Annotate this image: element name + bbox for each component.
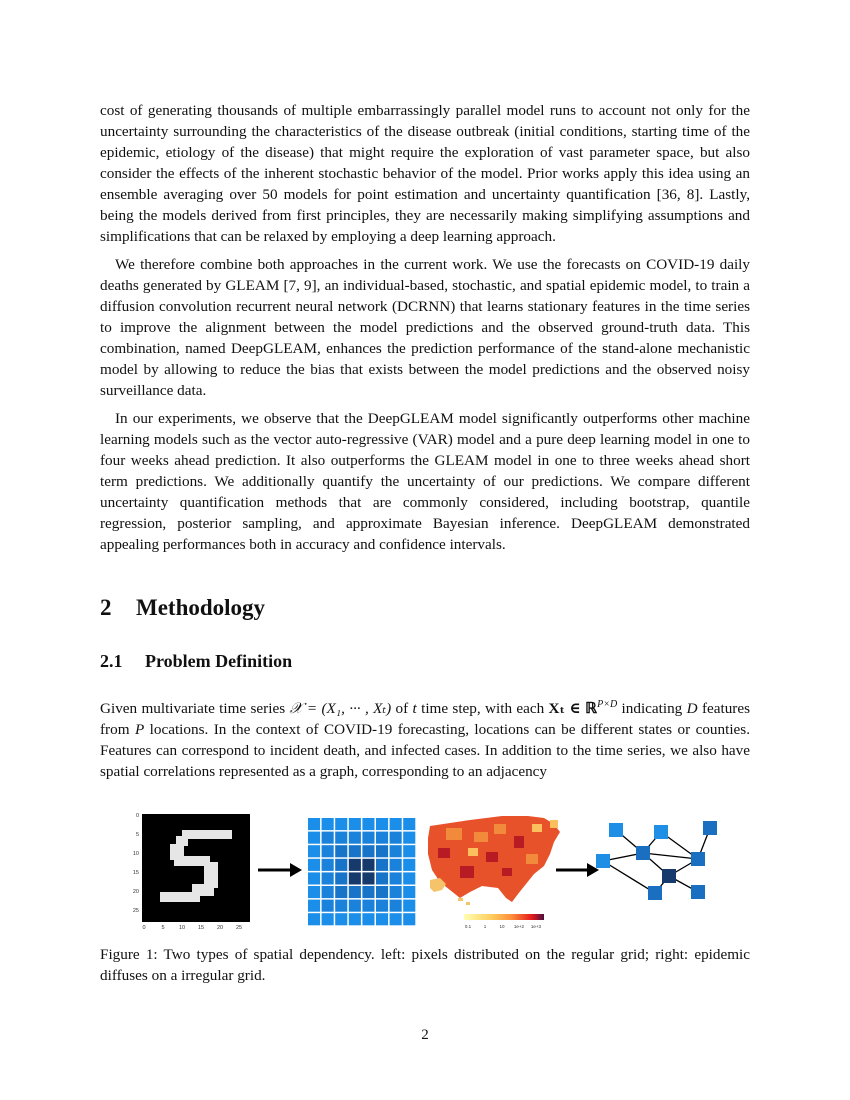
grid-cell (403, 886, 415, 898)
grid-cell (308, 872, 320, 884)
grid-cell (362, 900, 374, 912)
body-text (100, 100, 750, 562)
text-run: indicating (617, 700, 687, 718)
regular-grid (308, 818, 415, 925)
colorbar (464, 914, 544, 920)
section-heading (100, 595, 265, 621)
us-map (428, 816, 560, 929)
grid-cell (308, 900, 320, 912)
grid-cell (322, 900, 334, 912)
arrow-right-icon (556, 863, 599, 877)
grid-cell (349, 900, 361, 912)
grid-cell (322, 859, 334, 871)
mnist-y-tick: 15 (132, 870, 139, 876)
arrow-right-icon (258, 863, 302, 877)
math-superscript: P×D (597, 699, 618, 710)
figure-caption: Figure 1: Two types of spatial dependency. left: pixels distributed on the regular grid; right: epidemic diffuses on a irregular grid. (100, 946, 750, 984)
grid-cell (322, 872, 334, 884)
grid-cell (308, 818, 320, 830)
grid-cell (362, 859, 374, 871)
grid-cell (335, 913, 347, 925)
problem-definition-paragraph (100, 694, 750, 782)
text-run: of (391, 700, 413, 718)
mnist-x-tick: 15 (197, 925, 205, 931)
grid-cell (335, 818, 347, 830)
mnist-x-tick: 10 (178, 925, 186, 931)
grid-cell (376, 886, 388, 898)
grid-cell (403, 913, 415, 925)
grid-cell (322, 845, 334, 857)
mnist-y-tick: 20 (132, 889, 139, 895)
grid-cell (376, 832, 388, 844)
subsection-number: 2.1 (100, 651, 123, 671)
mnist-y-tick: 0 (135, 813, 139, 819)
grid-cell (390, 818, 402, 830)
grid-cell (362, 818, 374, 830)
figure-1 (130, 808, 730, 938)
mnist-y-ticks (133, 813, 139, 914)
grid-cell (349, 872, 361, 884)
grid-cell (349, 859, 361, 871)
grid-cell (308, 859, 320, 871)
colorbar-tick: 0.1 (464, 924, 472, 929)
colorbar-tick: 10 (499, 924, 505, 929)
grid-cell (308, 845, 320, 857)
math-series: 𝒳 = (X₁, ··· , Xₜ) (289, 700, 392, 718)
grid-cell (322, 832, 334, 844)
grid-cell (335, 886, 347, 898)
grid-cell (376, 900, 388, 912)
paragraph-2: We therefore combine both approaches in the current work. We use the forecasts on COVID-19 daily deaths generated by GLEAM [7, 9], an individual-based, stochastic, and spatial epidemic model, to train a diffusion convolution recurrent neural network (DCRNN) that learns stationary features in the time series to improve the alignment between the model predictions and the observed ground-truth data. This combination, named DeepGLEAM, enhances the prediction performance of the stand-alone mechanistic model by allowing to reduce the bias that exists between the model predictions and the observed noisy surveillance data. (100, 256, 750, 399)
math-xt: Xₜ ∈ ℝ (548, 700, 598, 718)
graph-nodes (596, 821, 717, 900)
grid-cell (349, 886, 361, 898)
grid-cell (390, 872, 402, 884)
grid-cell (403, 832, 415, 844)
grid-cell (308, 886, 320, 898)
grid-cell (390, 900, 402, 912)
mnist-y-tick: 5 (135, 832, 139, 838)
grid-cell (403, 900, 415, 912)
grid-cell (362, 832, 374, 844)
grid-cell (335, 872, 347, 884)
grid-cell (376, 913, 388, 925)
grid-cell (376, 818, 388, 830)
grid-cell (376, 845, 388, 857)
colorbar-tick: 1 (483, 924, 487, 929)
grid-cell (349, 845, 361, 857)
grid-cell (403, 845, 415, 857)
grid-cell (362, 845, 374, 857)
math-t: t (412, 700, 417, 718)
mnist-x-tick: 5 (161, 925, 165, 931)
grid-cell (322, 886, 334, 898)
math-d: D (686, 700, 698, 718)
colorbar-ticks (465, 924, 542, 929)
mnist-x-tick: 25 (235, 925, 243, 931)
grid-cell (335, 859, 347, 871)
grid-cell (335, 845, 347, 857)
mnist-x-tick: 20 (216, 925, 224, 931)
text-run: Given multivariate time series (100, 700, 290, 718)
grid-cell (376, 872, 388, 884)
grid-cell (390, 886, 402, 898)
grid-cell (322, 818, 334, 830)
colorbar-tick: 1e+3 (530, 924, 542, 929)
math-p: P (134, 721, 145, 739)
grid-cell (322, 913, 334, 925)
grid-cell (403, 818, 415, 830)
grid-cell (390, 832, 402, 844)
mnist-panel (133, 813, 250, 931)
paragraph-3: In our experiments, we observe that the DeepGLEAM model significantly outperforms other machine learning models such as the vector auto-regressive (VAR) model and a pure deep learning model in one to four weeks ahead prediction. It also outperforms the GLEAM model in one to three weeks ahead short term predictions. We additionally quantify the uncertainty of our predictions. We compare different uncertainty quantification methods that are commonly considered, including bootstrap, quantile regression, posterior sampling, and approximate Bayesian inference. DeepGLEAM demonstrated appealing performances both in accuracy and confidence intervals. (100, 410, 750, 553)
grid-cell (362, 913, 374, 925)
text-run: time step, with each (416, 700, 549, 718)
grid-cell (308, 913, 320, 925)
figure-1-graphic (130, 808, 730, 938)
grid-cell (390, 859, 402, 871)
subsection-heading (100, 651, 292, 672)
grid-cell (390, 913, 402, 925)
subsection-title: Problem Definition (145, 651, 293, 671)
grid-cell (349, 832, 361, 844)
grid-cell (335, 900, 347, 912)
section-number: 2 (100, 595, 112, 620)
page-number: 2 (421, 1027, 429, 1043)
grid-cell (390, 845, 402, 857)
grid-cell (349, 818, 361, 830)
mnist-y-tick: 25 (132, 908, 139, 914)
grid-cell (308, 832, 320, 844)
grid-cell (335, 832, 347, 844)
paragraph-1: cost of generating thousands of multiple embarrassingly parallel model runs to account not only for the uncertainty surrounding the characteristics of the disease outbreak (initial conditions, starting time of the epidemic, etiology of the disease) that might require the exploration of vast parameter space, but also consider the effects of the inherent stochastic behavior of the model. Prior works apply this idea using an ensemble averaging over 50 models for point estimation and uncertainty quantification [36, 8]. Lastly, being the models derived from first principles, they are necessarily making simplifying assumptions and simplifications that can be relaxed by employing a deep learning approach. (100, 102, 750, 245)
text-run: locations. In the context of COVID-19 forecasting, locations can be different states or counties. Features can correspond to incident death, and infected cases. In addition to the time series, we also have spatial correlations represented as a graph, corresponding to an adjacency (100, 721, 750, 781)
grid-cell (403, 859, 415, 871)
text-run: features from (100, 700, 750, 739)
grid-cell (403, 872, 415, 884)
mnist-y-tick: 10 (132, 851, 139, 857)
section-title: Methodology (136, 595, 266, 620)
grid-cell (349, 913, 361, 925)
grid-cell (362, 872, 374, 884)
grid-cell (362, 886, 374, 898)
mnist-x-ticks (142, 925, 242, 931)
colorbar-tick: 1e+2 (513, 924, 525, 929)
mnist-x-tick: 0 (142, 925, 146, 931)
grid-cell (376, 859, 388, 871)
